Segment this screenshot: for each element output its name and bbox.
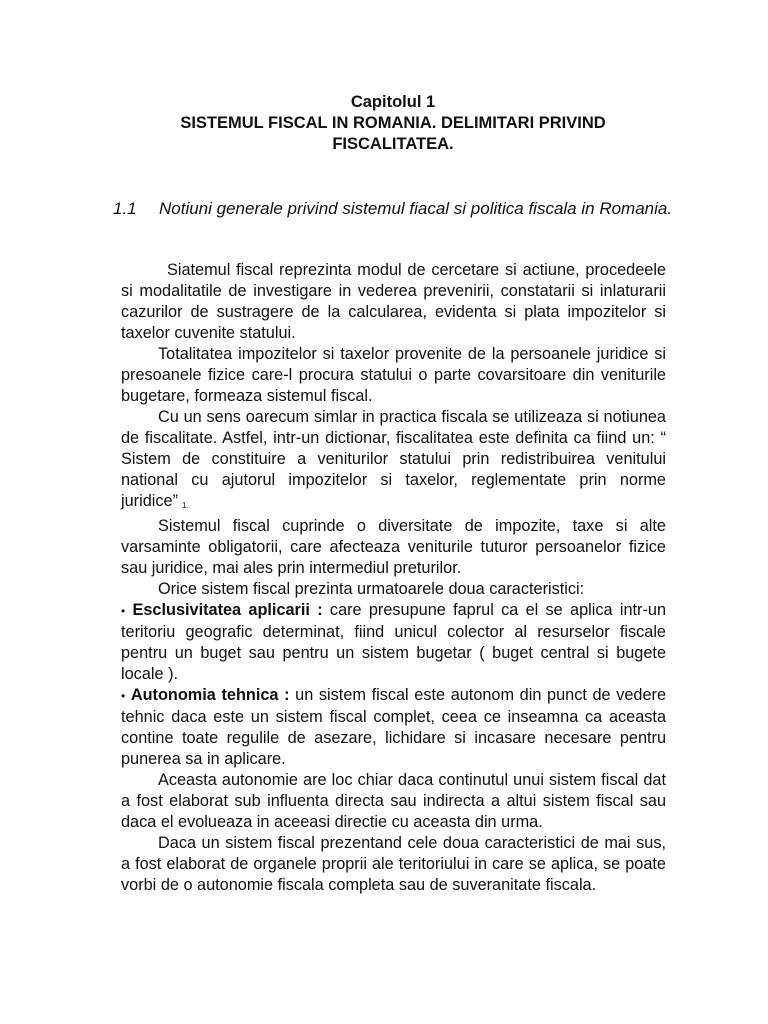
chapter-title-line-1: SISTEMUL FISCAL IN ROMANIA. DELIMITARI PRIVIND <box>180 114 606 132</box>
section-number: 1.1 <box>113 199 137 218</box>
bullet-icon: • <box>121 604 126 618</box>
paragraph-4: Sistemul fiscal cuprinde o diversitate de impozite, taxe si alte varsaminte obligatorii, care afecteaza veniturile tuturor persoanelor fizice sau juridice, mai ales prin intermediul preturilor. <box>121 517 666 577</box>
paragraph-2: Totalitatea impozitelor si taxelor provenite de la persoanele juridice si presoanele fizice care-l procura statului o parte covarsitoare din veniturile bugetare, formeaza sistemul fiscal. <box>121 345 666 405</box>
paragraph-7: Daca un sistem fiscal prezentand cele doua caracteristici de mai sus, a fost elaborat de organele proprii ale teritoriului in care se aplica, se poate vorbi de o autonomie fiscala completa sau de suveranitate fiscala. <box>121 834 666 894</box>
paragraph-3 <box>121 407 666 516</box>
bullet-term-autonomy: Autonomia tehnica : <box>130 686 290 704</box>
section-title: Notiuni generale privind sistemul fiacal si politica fiscala in Romania. <box>159 199 673 218</box>
bullet-term-exclusivity: Esclusivitatea aplicarii : <box>132 601 323 619</box>
bullet-icon: • <box>121 689 126 703</box>
document-body <box>121 260 666 896</box>
bullet-item-exclusivity <box>121 600 666 685</box>
footnote-marker: 1. <box>182 501 189 510</box>
bullet-text-exclusivity: care presupune faprul ca el se aplica intr-un teritoriu geografic determinat, fiind unicul colector al resurselor fiscale pentru un buget sau pentru un sistem bugetar ( buget central si bugete locale ). <box>121 601 666 683</box>
paragraph-6: Aceasta autonomie are loc chiar daca continutul unui sistem fiscal dat a fost elaborat sub influenta directa sau indirecta a altui sistem fiscal sau daca el evolueaza in aceeasi directie cu aceasta din urma. <box>121 771 666 831</box>
paragraph-1: Siatemul fiscal reprezinta modul de cercetare si actiune, procedeele si modalitatile de investigare in vederea prevenirii, constatarii si inlaturarii cazurilor de sustragere de la calcularea, evidenta si plata impozitelor si taxelor cuvenite statului. <box>121 261 666 342</box>
bullet-text-autonomy: un sistem fiscal este autonom din punct de vedere tehnic daca este un sistem fiscal complet, ceea ce inseamna ca aceasta contine toate regulile de asezare, lichidare si incasare necesare pentru punerea sa in aplicare. <box>121 686 666 768</box>
chapter-label: Capitolul 1 <box>350 93 436 111</box>
paragraph-3-text: Cu un sens oarecum simlar in practica fiscala se utilizeaza si notiunea de fiscalitate. Astfel, intr-un dictionar, fiscalitatea este definita ca fiind un: “ Sistem de constituire a veniturilor statului prin redistribuireа venitului national cu ajutorul impozitelor si taxelor, reglementate prin norme juridice” <box>121 408 666 510</box>
bullet-item-autonomy <box>121 685 666 770</box>
chapter-title-line-2: FISCALITATEA. <box>332 135 454 153</box>
paragraph-5: Orice sistem fiscal prezinta urmatoarele doua caracteristici: <box>158 580 585 598</box>
